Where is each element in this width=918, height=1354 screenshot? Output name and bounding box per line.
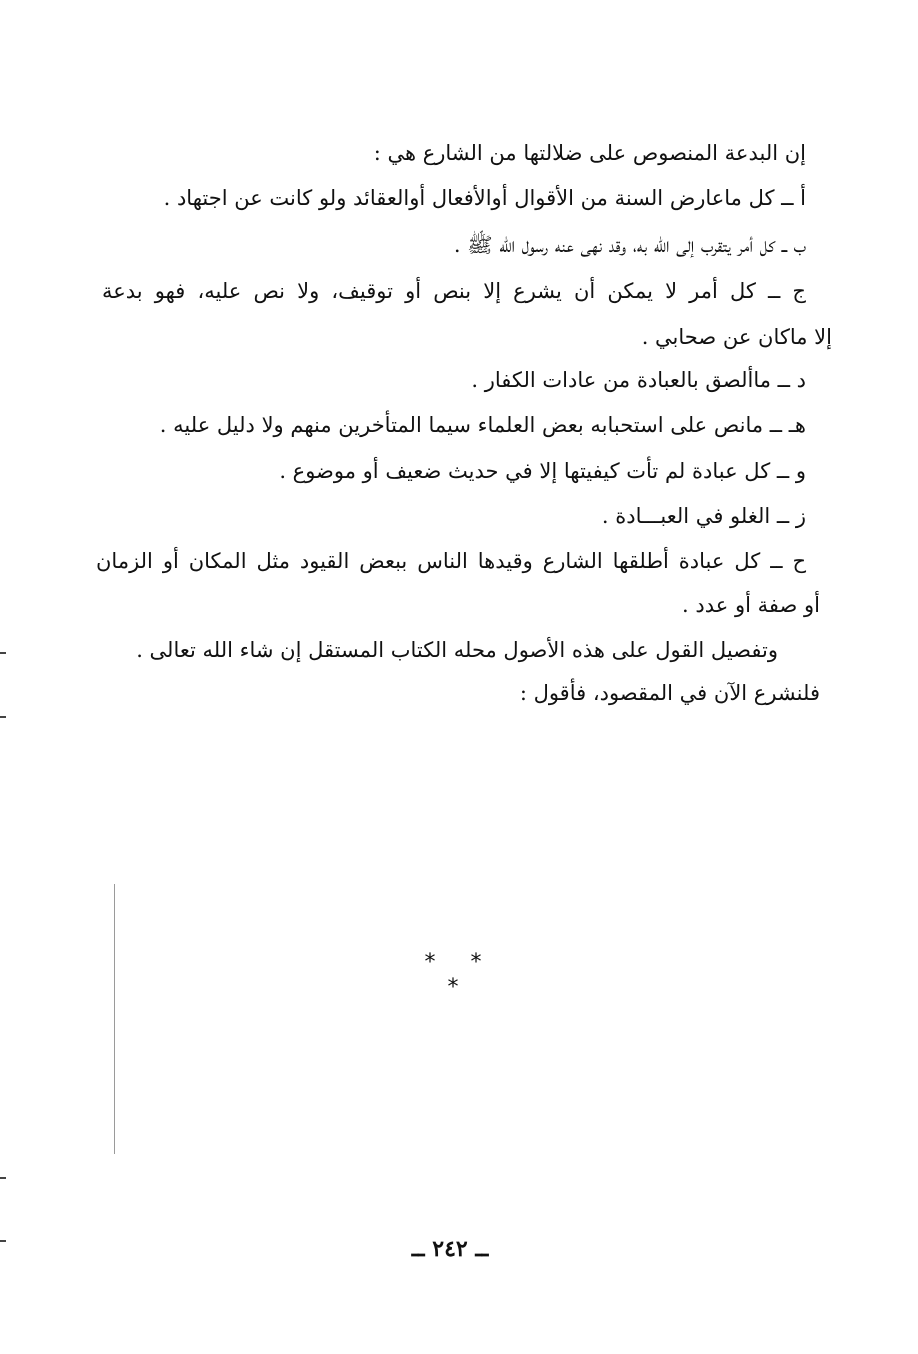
closing-line-2: فلنشرع الآن في المقصود، فأقول : — [519, 681, 820, 705]
scan-mark — [0, 716, 6, 718]
closing-line-1: وتفصيل القول على هذه الأصول محله الكتاب المستقل إن شاء الله تعالى . — [136, 638, 778, 662]
item-hha-continuation: أو صفة أو عدد . — [682, 593, 820, 617]
scan-mark — [0, 1177, 6, 1179]
left-margin-rule — [114, 884, 115, 1154]
item-jim: ج ــ كل أمر لا يمكن أن يشرع إلا بنص أو توقيف، ولا نص عليه، فهو بدعة — [102, 279, 806, 303]
item-hha: ح ــ كل عبادة أطلقها الشارع وقيدها الناس ببعض القيود مثل المكان أو الزمان — [96, 549, 806, 573]
item-jim-continuation: إلا ماكان عن صحابي . — [641, 325, 832, 349]
page-number: ــ ٢٤٢ ــ — [411, 1236, 489, 1262]
item-ba: ب ــ كل أمر يتقرب إلى الله به، وقد نهى عنه رسول الله ﷺ . — [453, 233, 806, 257]
section-separator: * * * — [424, 950, 496, 1000]
scan-mark — [0, 652, 6, 654]
item-waw: و ــ كل عبادة لم تأت كيفيتها إلا في حديث ضعيف أو موضوع . — [279, 459, 806, 483]
item-zay: ز ــ الغلو في العبـــادة . — [601, 504, 806, 528]
item-alif: أ ــ كل ماعارض السنة من الأقوال أوالأفعال أوالعقائد ولو كانت عن اجتهاد . — [163, 186, 806, 210]
scan-mark — [0, 1240, 6, 1242]
intro-line: إن البدعة المنصوص على ضلالتها من الشارع هي : — [373, 141, 806, 165]
item-ha: هـ ــ مانص على استحبابه بعض العلماء سيما المتأخرين منهم ولا دليل عليه . — [159, 413, 806, 437]
item-dal: د ــ ماألصق بالعبادة من عادات الكفار . — [471, 368, 806, 392]
